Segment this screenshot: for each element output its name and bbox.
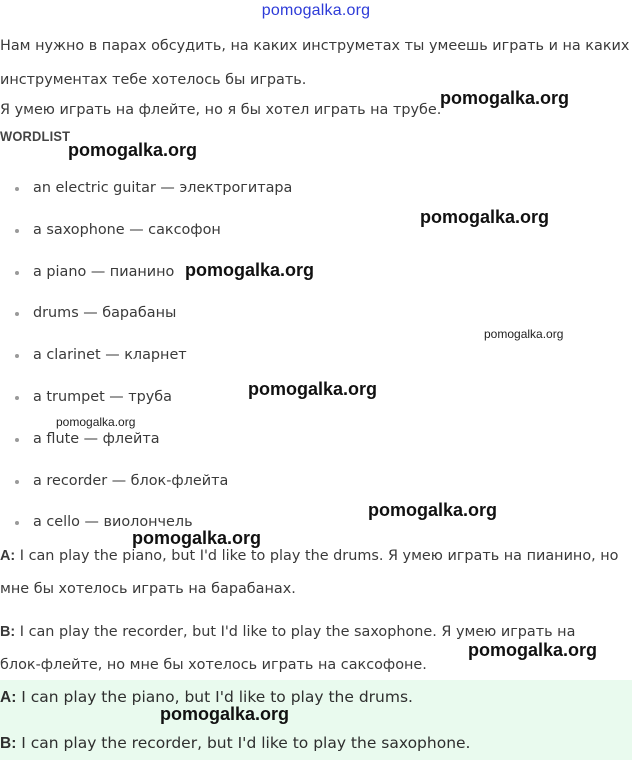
speaker-a: A: (0, 548, 16, 564)
wordlist (14, 168, 292, 544)
watermark: pomogalka.org (368, 500, 498, 520)
watermark: pomogalka.org (468, 640, 598, 660)
list-item (14, 210, 292, 252)
dialog-line-a (0, 540, 632, 573)
watermark: pomogalka.org (185, 260, 315, 280)
dialog-line-b-cont: блок-флейте, но мне бы хотелось играть на саксофоне. (0, 657, 427, 673)
list-item-text: a piano — пианино (33, 263, 175, 280)
answer-speaker-a: A: (0, 689, 17, 706)
list-item (14, 461, 292, 503)
list-item-text: a saxophone — саксофон (33, 221, 221, 238)
watermark: pomogalka.org (132, 528, 262, 548)
bullet-icon (15, 438, 19, 442)
dialog-b-text-1: I can play the recorder, but I'd like to play the saxophone. Я умею играть на (15, 624, 576, 640)
answer-speaker-b: B: (0, 735, 17, 752)
speaker-b: B: (0, 624, 16, 640)
bullet-icon (15, 312, 19, 316)
dialog-line-a-cont: мне бы хотелось играть на барабанах. (0, 581, 296, 597)
list-item-text: a flute — флейта (33, 430, 160, 447)
bullet-icon (15, 187, 19, 191)
watermark: pomogalka.org (160, 704, 290, 724)
task-paragraph: Нам нужно в парах обсудить, на каких инструметах ты умеешь играть и на каких инструментах тебе хотелось бы играть. (0, 38, 630, 88)
example-sentence: Я умею играть на флейте, но я бы хотел играть на трубе. (0, 102, 442, 118)
bullet-icon (15, 396, 19, 400)
answer-box (0, 680, 632, 760)
bullet-icon (15, 521, 19, 525)
watermark: pomogalka.org (484, 327, 564, 341)
watermark: pomogalka.org (420, 207, 550, 227)
bullet-icon (15, 480, 19, 484)
site-header-logo[interactable]: pomogalka.org (261, 2, 371, 19)
bullet-icon (15, 354, 19, 358)
wordlist-heading: WORDLIST (0, 128, 71, 144)
watermark: pomogalka.org (56, 415, 136, 429)
list-item (14, 168, 292, 210)
list-item-text: an electric guitar — электрогитара (33, 180, 293, 196)
watermark: pomogalka.org (248, 379, 378, 399)
list-item (14, 293, 292, 335)
dialog-a-text-1: I can play the piano, but I'd like to play the drums. Я умею играть на пианино, но (15, 548, 619, 564)
list-item-text: a trumpet — труба (33, 388, 172, 405)
list-item-text: a cello — виолончель (33, 514, 193, 531)
bullet-icon (15, 271, 19, 275)
answer-b-text: I can play the recorder, but I'd like to play the saxophone. (16, 734, 471, 752)
watermark: pomogalka.org (440, 88, 570, 108)
bullet-icon (15, 229, 19, 233)
answer-line-b (0, 734, 470, 753)
list-item-text: a clarinet — кларнет (33, 347, 187, 364)
list-item (14, 335, 292, 377)
watermark: pomogalka.org (68, 140, 198, 160)
answer-a-text: I can play the piano, but I'd like to play the drums. (16, 688, 413, 706)
list-item-text: drums — барабаны (33, 305, 177, 322)
list-item-text: a recorder — блок-флейта (33, 472, 229, 489)
